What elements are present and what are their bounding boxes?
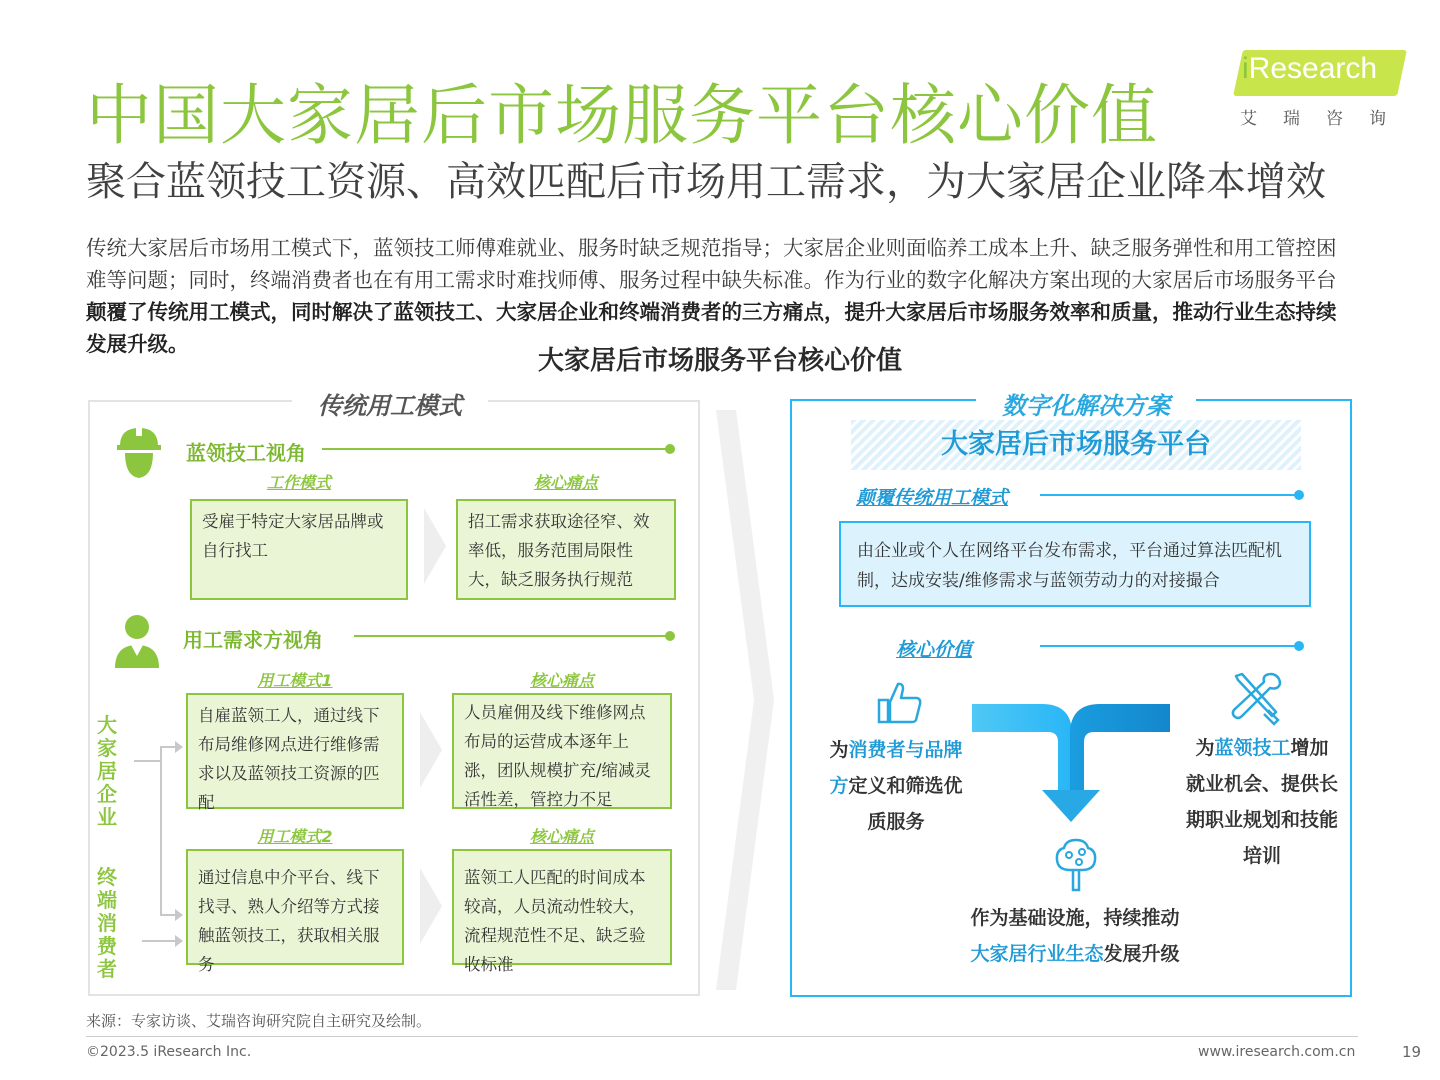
disrupt-divider-dot — [1294, 490, 1304, 500]
diagram-title: 大家居后市场服务平台核心价值 — [537, 346, 902, 376]
worker-mode-box: 受雇于特定大家居品牌或自行找工 — [190, 499, 408, 600]
page-title: 中国大家居后市场服务平台核心价值 — [86, 77, 1158, 154]
copyright: ©2023.5 iResearch Inc. — [86, 1044, 252, 1060]
enterprise-vertical-label: 大家居企业 — [97, 713, 117, 829]
traditional-mode-heading: 传统用工模式 — [292, 386, 488, 421]
arrow-right-icon — [175, 909, 183, 921]
worker-pain-label: 核心痛点 — [533, 473, 598, 492]
employer-divider — [354, 635, 666, 637]
arrow-right-icon — [175, 741, 183, 753]
consumer-value-text: 为消费者与品牌方定义和筛选优质服务 — [829, 739, 963, 833]
iresearch-logo: iResearch 艾瑞咨询 — [1228, 46, 1408, 130]
worker-value-text: 为蓝领技工增加就业机会、提供长期职业规划和技能培训 — [1186, 737, 1339, 867]
page-subtitle: 聚合蓝领技工资源、高效匹配后市场用工需求，为大家居企业降本增效 — [86, 159, 1326, 205]
core-value-label: 核心价值 — [896, 639, 973, 661]
pain2-label: 核心痛点 — [529, 827, 594, 846]
platform-title: 大家居后市场服务平台 — [851, 420, 1301, 470]
footer-divider — [86, 1036, 1358, 1037]
hardhat-worker-icon — [116, 424, 162, 480]
disrupt-label: 颠覆传统用工模式 — [856, 487, 1009, 509]
chevron-right-icon — [424, 508, 446, 584]
worker-pain-box: 招工需求获取途径窄、效率低，服务范围局限性大，缺乏服务执行规范 — [456, 499, 676, 600]
arrow-right-icon — [175, 935, 183, 947]
person-icon — [112, 612, 162, 668]
merge-arrow-icon — [972, 702, 1170, 826]
intro-paragraph: 传统大家居后市场用工模式下，蓝领技工师傅难就业、服务时缺乏规范指导；大家居企业则面临养工成本上升、缺乏服务弹性和用工管控困难等问题；同时，终端消费者也在有用工需求时难找师傅、服务过程中缺失标准。作为行业的数字化解决方案出现的大家居后市场服务平台颠覆了传统用工模式，同时解决了蓝领技工、大家居企业和终端消费者的三方痛点，提升大家居后市场服务效率和质量，推动行业生态持续发展升级。 — [86, 236, 1337, 356]
website-url: www.iresearch.com.cn — [1198, 1044, 1356, 1060]
worker-divider-dot — [665, 444, 675, 454]
mode1-box: 自雇蓝领工人，通过线下布局维修网点进行维修需求以及蓝领技工资源的匹配 — [186, 693, 404, 809]
pain2-box: 蓝领工人匹配的时间成本较高，人员流动性较大，流程规范性不足、缺乏验收标准 — [452, 849, 672, 965]
digital-solution-heading: 数字化解决方案 — [976, 386, 1196, 421]
mode2-label: 用工模式2 — [257, 827, 333, 846]
chevron-right-icon — [420, 712, 442, 788]
chevron-right-icon — [420, 868, 442, 944]
core-value-divider — [1040, 645, 1296, 647]
employer-divider-dot — [665, 631, 675, 641]
consumer-vertical-label: 终端消费者 — [97, 865, 117, 981]
mode2-box: 通过信息中介平台、线下找寻、熟人介绍等方式接触蓝领技工，获取相关服务 — [186, 849, 404, 965]
worker-perspective-title: 蓝领技工视角 — [186, 441, 306, 465]
pain1-box: 人员雇佣及线下维修网点布局的运营成本逐年上涨，团队规模扩充/缩减灵活性差，管控力不足 — [452, 693, 672, 809]
mode1-label: 用工模式1 — [257, 671, 333, 690]
page-number: 19 — [1402, 1043, 1422, 1061]
worker-divider — [322, 448, 666, 450]
thumbs-up-icon — [876, 680, 924, 726]
core-value-divider-dot — [1294, 641, 1304, 651]
employer-perspective-title: 用工需求方视角 — [183, 628, 323, 652]
work-mode-label: 工作模式 — [266, 473, 331, 492]
disrupt-box: 由企业或个人在网络平台发布需求，平台通过算法匹配机制，达成安装/维修需求与蓝领劳动力的对接撮合 — [839, 521, 1311, 607]
tree-icon — [1052, 836, 1100, 892]
pain1-label: 核心痛点 — [529, 671, 594, 690]
ecosystem-value-text: 作为基础设施，持续推动 大家居行业生态发展升级 — [970, 907, 1180, 965]
source-note: 来源：专家访谈、艾瑞咨询研究院自主研究及绘制。 — [86, 1012, 432, 1030]
tools-icon — [1228, 670, 1284, 726]
disrupt-divider — [1040, 494, 1296, 496]
big-arrow-right-icon — [716, 410, 776, 994]
